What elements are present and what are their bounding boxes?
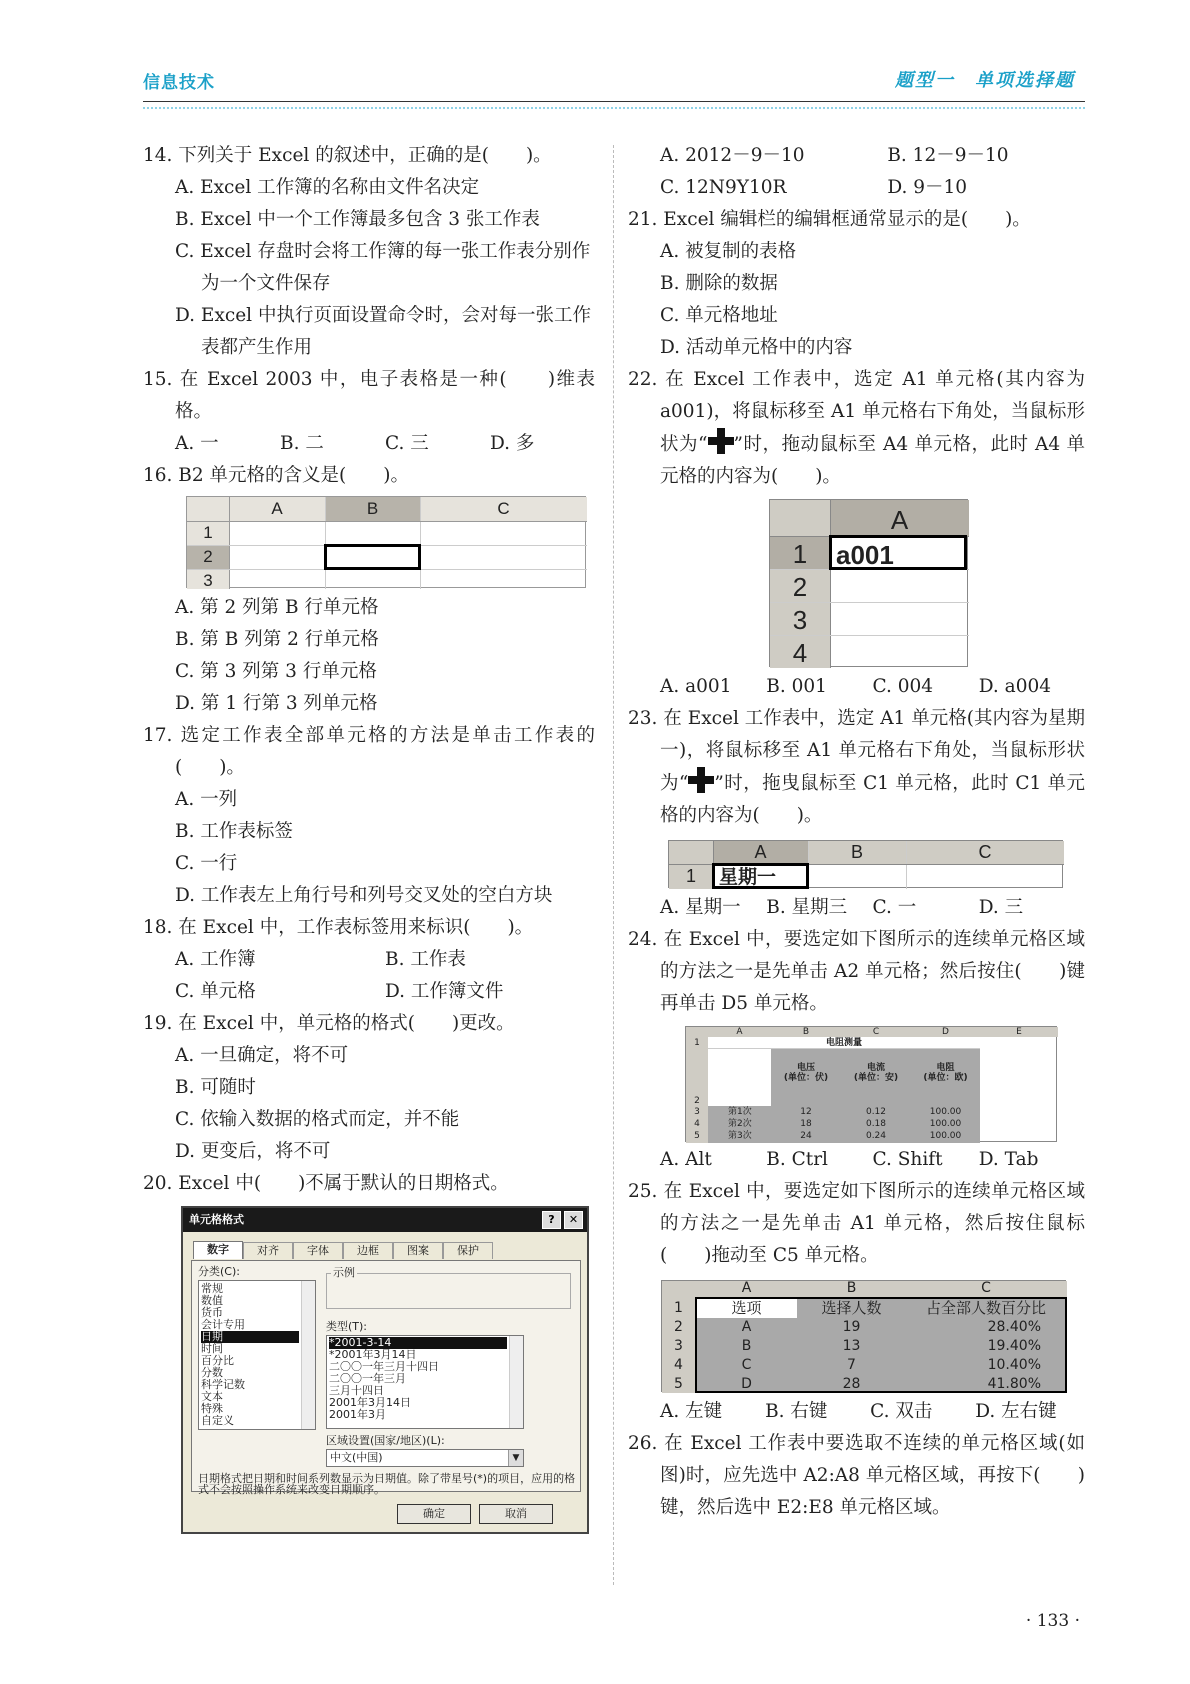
- cell: C: [741, 1357, 752, 1373]
- q22-stem-part1: 22. 在 Excel 工作表中，选定 A1 单元格(其内容为 a001)，将鼠标移至 A1 单元格右下角处，当鼠标形状为“: [628, 369, 1085, 455]
- q24-data-rows: [708, 1107, 980, 1143]
- q23-figure: [628, 832, 1085, 892]
- category-item-selected[interactable]: 日期: [201, 1331, 299, 1343]
- q26-stem: 26. 在 Excel 工作表中要选取不连续的单元格区域(如图)时，应先选中 A2:A8 单元格区域，再按下( )键，然后选中 E2:E8 单元格区域。: [628, 1433, 1085, 1518]
- q25-stem: 25. 在 Excel 中，要选定如下图所示的连续单元格区域的方法之一是先单击 A1 单元格，然后按住鼠标( )拖动至 C5 单元格。: [628, 1181, 1085, 1266]
- q24-figure: [628, 1020, 1085, 1144]
- q17-option-c: C. 一行: [175, 853, 238, 874]
- cell: 第1次: [728, 1107, 752, 1117]
- q25-figure: [628, 1272, 1085, 1396]
- left-column: [143, 140, 595, 1536]
- type-item[interactable]: 三月十四日: [329, 1384, 384, 1397]
- q17-option-b: B. 工作表标签: [175, 821, 293, 842]
- q21-option-b: B. 删除的数据: [660, 273, 778, 294]
- header-section: 题型一 单项选择题: [895, 70, 1075, 91]
- q24-head-voltage: 电压 (单位：伏): [783, 1063, 829, 1083]
- q21-option-c: C. 单元格地址: [660, 305, 778, 326]
- q14-option-a: A. Excel 工作簿的名称由文件名决定: [175, 177, 480, 198]
- q19-option-a: A. 一旦确定，将不可: [175, 1045, 349, 1066]
- cell: 7: [847, 1357, 856, 1373]
- q16-option-d: D. 第 1 行第 3 列单元格: [175, 693, 378, 714]
- cell: B: [741, 1338, 752, 1354]
- q20-option-d: D. 9－10: [887, 177, 968, 198]
- table-row: [695, 1356, 1067, 1375]
- q14-option-c: C. Excel 存盘时会将工作簿的每一张工作表分别作为一个文件保存: [175, 241, 591, 294]
- q19-option-b: B. 可随时: [175, 1077, 256, 1098]
- q23-col-b: B: [850, 842, 863, 862]
- q15-stem: 15. 在 Excel 2003 中，电子表格是一种( )维表格。: [143, 369, 595, 422]
- q16-option-c: C. 第 3 列第 3 行单元格: [175, 661, 377, 682]
- q21-option-d: D. 活动单元格中的内容: [660, 337, 853, 358]
- category-item[interactable]: 数值: [201, 1294, 223, 1307]
- q15-option-b: B. 二: [280, 433, 324, 454]
- q23-stem: [628, 703, 1085, 832]
- category-list[interactable]: [198, 1280, 316, 1430]
- q16-col-a: A: [271, 499, 283, 518]
- q25-col-a: A: [741, 1280, 752, 1296]
- page-number: · 133 ·: [1025, 1611, 1080, 1631]
- table-row: [695, 1375, 1067, 1394]
- q23-col-a: A: [754, 842, 767, 862]
- header-dotted-rule: [143, 107, 1085, 109]
- cell: 24: [800, 1131, 812, 1141]
- q25-col-b: B: [846, 1280, 857, 1296]
- type-scrollbar[interactable]: [509, 1336, 523, 1428]
- q16-figure: [143, 492, 595, 592]
- category-item[interactable]: 特殊: [201, 1402, 223, 1415]
- category-item[interactable]: 常规: [201, 1282, 223, 1295]
- header-subject: 信息技术: [143, 73, 215, 93]
- table-row: [708, 1119, 980, 1131]
- q16-col-b: B: [366, 499, 379, 518]
- cell: 0.24: [865, 1131, 887, 1141]
- category-item[interactable]: 百分比: [201, 1354, 234, 1367]
- dialog-tabs: [193, 1241, 493, 1259]
- category-item[interactable]: 会计专用: [201, 1318, 245, 1331]
- q23-option-d: D. 三: [978, 897, 1024, 918]
- locale-select[interactable]: [326, 1449, 524, 1467]
- q18-stem: 18. 在 Excel 中，工作表标签用来标识( )。: [143, 917, 534, 938]
- q14-option-d: D. Excel 中执行页面设置命令时，会对每一张工作表都产生作用: [175, 305, 591, 358]
- cell: 选择人数: [821, 1299, 882, 1317]
- tab-panel: [191, 1260, 581, 1496]
- tab-protection[interactable]: 保护: [443, 1242, 493, 1259]
- crosshair-plus-icon: [708, 428, 734, 454]
- q25-col-c: C: [981, 1280, 991, 1296]
- q24-option-d: D. Tab: [978, 1149, 1039, 1170]
- q24-option-c: C. Shift: [872, 1149, 943, 1170]
- tab-alignment[interactable]: 对齐: [243, 1242, 293, 1259]
- q22-stem-part2: ”时，拖动鼠标至 A4 单元格，此时 A4 单元格的内容为( )。: [660, 434, 1085, 487]
- q16-active-cell: [324, 544, 421, 570]
- q20-option-c: C. 12N9Y10R: [660, 177, 787, 198]
- q23-col-c: C: [978, 842, 992, 862]
- q22-figure: [628, 493, 1085, 671]
- q25-data-rows: [695, 1299, 1067, 1394]
- q15-option-d: D. 多: [490, 433, 535, 454]
- q15-option-a: A. 一: [175, 433, 219, 454]
- q24-col-a: A: [736, 1027, 743, 1037]
- q16-option-b: B. 第 B 列第 2 行单元格: [175, 629, 379, 650]
- cell: 28.40%: [987, 1319, 1041, 1335]
- category-item[interactable]: 自定义: [201, 1414, 234, 1427]
- q18-option-a: A. 工作簿: [175, 949, 256, 970]
- q25-option-a: A. 左键: [660, 1401, 723, 1422]
- locale-label: 区域设置(国家/地区)(L):: [326, 1434, 445, 1447]
- type-item[interactable]: 二〇〇一年三月: [329, 1372, 406, 1385]
- q22-options: [628, 671, 1085, 703]
- q14-option-b: B. Excel 中一个工作簿最多包含 3 张工作表: [175, 209, 540, 230]
- q24-row-num: 5: [694, 1131, 700, 1141]
- q21-option-a: A. 被复制的表格: [660, 241, 797, 262]
- q19-option-c: C. 依输入数据的格式而定，并不能: [175, 1109, 460, 1130]
- type-list[interactable]: [326, 1335, 524, 1429]
- q20-option-b: B. 12－9－10: [887, 145, 1009, 166]
- q24-row-num: 1: [694, 1038, 700, 1048]
- locale-value: 中文(中国): [330, 1451, 383, 1464]
- date-format-description: 日期格式把日期和时间系列数显示为日期值。除了带星号(*)的项目，应用的格式不会按照操作系统来改变日期顺序。: [198, 1472, 576, 1496]
- q15-option-c: C. 三: [385, 433, 429, 454]
- help-icon[interactable]: ?: [542, 1211, 561, 1229]
- q24-col-e: E: [1016, 1027, 1022, 1037]
- q16-row-2: 2: [203, 547, 213, 566]
- q25-row-num: 4: [674, 1357, 683, 1373]
- q22-row-3: 3: [792, 605, 808, 635]
- q25-option-d: D. 左右键: [975, 1401, 1057, 1422]
- close-icon[interactable]: ✕: [564, 1211, 583, 1229]
- q16-row-3: 3: [203, 571, 213, 590]
- q14-stem: 14. 下列关于 Excel 的叙述中，正确的是( )。: [143, 145, 552, 166]
- q18-option-d: D. 工作簿文件: [385, 981, 504, 1002]
- q24-head-resistance: 电阻 (单位：欧): [923, 1063, 968, 1083]
- q23-options: [628, 892, 1085, 924]
- q18-option-c: C. 单元格: [175, 981, 256, 1002]
- type-item[interactable]: 2001年3月: [329, 1408, 386, 1421]
- q22-option-c: C. 004: [872, 676, 934, 697]
- q23-option-a: A. 星期一: [660, 897, 741, 918]
- q23-row-1: 1: [685, 866, 696, 886]
- ok-button[interactable]: 确定: [397, 1504, 471, 1524]
- tab-border[interactable]: 边框: [343, 1242, 393, 1259]
- q24-col-b: B: [802, 1027, 810, 1037]
- cell: 0.12: [865, 1107, 887, 1117]
- q25-option-b: B. 右键: [765, 1401, 828, 1422]
- q24-row-num: 3: [694, 1107, 700, 1117]
- q25-row-num: 5: [674, 1376, 683, 1392]
- crosshair-plus-icon: [688, 767, 714, 793]
- cell: A: [741, 1319, 752, 1335]
- table-row: [708, 1107, 980, 1119]
- type-label: 类型(T):: [326, 1320, 368, 1333]
- q24-row-num: 2: [694, 1096, 700, 1106]
- q20-stem: 20. Excel 中( )不属于默认的日期格式。: [143, 1173, 509, 1194]
- q22-option-d: D. a004: [978, 676, 1052, 697]
- q23-option-c: C. 一: [872, 897, 917, 918]
- q23-active-cell: 星期一: [712, 863, 809, 889]
- q25-row-num: 3: [674, 1338, 683, 1354]
- cell: 第2次: [728, 1119, 752, 1129]
- q22-row-2: 2: [792, 572, 808, 602]
- q16-col-c: C: [497, 499, 510, 518]
- cell: 100.00: [929, 1131, 962, 1141]
- tab-font[interactable]: 字体: [293, 1242, 343, 1259]
- q25-row-num: 2: [674, 1319, 683, 1335]
- q19-option-d: D. 更变后，将不可: [175, 1141, 331, 1162]
- sample-group: [326, 1266, 571, 1309]
- q25-row-num: 1: [674, 1300, 683, 1316]
- q22-row-1: 1: [792, 539, 808, 569]
- q22-col-a: A: [890, 505, 909, 535]
- header-rule: [143, 101, 1085, 102]
- cell: D: [741, 1376, 752, 1392]
- cell: 0.18: [865, 1119, 887, 1129]
- q24-option-b: B. Ctrl: [766, 1149, 828, 1170]
- q25-options: [628, 1396, 1085, 1428]
- q24-col-c: C: [872, 1027, 880, 1037]
- category-item[interactable]: 分数: [201, 1366, 223, 1379]
- q23-option-b: B. 星期三: [766, 897, 848, 918]
- cancel-button[interactable]: 取消: [479, 1504, 553, 1524]
- cell: 选项: [731, 1299, 762, 1317]
- q23-stem-part2: ”时，拖曳鼠标至 C1 单元格，此时 C1 单元格的内容为( )。: [660, 773, 1085, 826]
- cell: 19: [842, 1319, 861, 1335]
- category-item[interactable]: 货币: [201, 1306, 223, 1319]
- category-item[interactable]: 文本: [201, 1390, 223, 1403]
- format-cells-dialog: [181, 1206, 589, 1534]
- right-column: [628, 140, 1085, 1524]
- type-item[interactable]: 2001年3月14日: [329, 1396, 411, 1409]
- cell: 13: [842, 1338, 861, 1354]
- cell: 28: [842, 1376, 861, 1392]
- q20-dialog-figure: [143, 1200, 595, 1536]
- q20-option-a: A. 2012－9－10: [660, 145, 805, 166]
- cell: 100.00: [929, 1119, 962, 1129]
- type-item[interactable]: 二〇〇一年三月十四日: [329, 1360, 439, 1373]
- q18-option-b: B. 工作表: [385, 949, 466, 970]
- q16-option-a: A. 第 2 列第 B 行单元格: [175, 597, 379, 618]
- table-row: [695, 1299, 1067, 1318]
- q24-col-d: D: [942, 1027, 949, 1037]
- q22-option-a: A. a001: [660, 676, 732, 697]
- cell: 12: [800, 1107, 812, 1117]
- q24-options: [628, 1144, 1085, 1176]
- q18-options-row2: [143, 976, 595, 1008]
- category-item[interactable]: 时间: [201, 1342, 223, 1355]
- type-item[interactable]: *2001年3月14日: [329, 1348, 417, 1361]
- category-scrollbar[interactable]: [301, 1281, 315, 1429]
- category-label: 分类(C):: [198, 1265, 240, 1278]
- q21-stem: 21. Excel 编辑栏的编辑框通常显示的是( )。: [628, 209, 1031, 230]
- q15-options: [143, 428, 595, 460]
- chevron-down-icon[interactable]: ▼: [508, 1450, 523, 1466]
- q24-row-num: 4: [694, 1119, 700, 1129]
- q18-options-row1: [143, 944, 595, 976]
- cell: 18: [800, 1119, 812, 1129]
- category-item[interactable]: 科学记数: [201, 1378, 245, 1391]
- cell: 19.40%: [987, 1338, 1041, 1354]
- q17-stem: 17. 选定工作表全部单元格的方法是单击工作表的( )。: [143, 725, 595, 778]
- table-row: [708, 1131, 980, 1143]
- q20-options-row2: [628, 172, 1085, 204]
- tab-number[interactable]: 数字: [193, 1241, 243, 1259]
- dialog-title: 单元格格式: [183, 1208, 587, 1232]
- q24-table-title: 电阻测量: [825, 1038, 862, 1048]
- q16-row-1: 1: [203, 523, 213, 542]
- cell: 10.40%: [987, 1357, 1041, 1373]
- q22-active-cell: a001: [829, 535, 967, 570]
- q22-row-4: 4: [792, 638, 808, 668]
- q25-option-c: C. 双击: [870, 1401, 933, 1422]
- q22-stem: [628, 364, 1085, 493]
- q23-stem-part1: 23. 在 Excel 工作表中，选定 A1 单元格(其内容为星期一)，将鼠标移至 A1 单元格右下角处，当鼠标形状为“: [628, 708, 1085, 794]
- cell: 41.80%: [987, 1376, 1041, 1392]
- table-row: [695, 1337, 1067, 1356]
- sample-label: 示例: [333, 1266, 355, 1279]
- q24-stem: 24. 在 Excel 中，要选定如下图所示的连续单元格区域的方法之一是先单击 A2 单元格；然后按住( )键再单击 D5 单元格。: [628, 929, 1085, 1014]
- tab-pattern[interactable]: 图案: [393, 1242, 443, 1259]
- q16-stem: 16. B2 单元格的含义是( )。: [143, 465, 409, 486]
- table-row: [695, 1318, 1067, 1337]
- q24-option-a: A. Alt: [660, 1149, 712, 1170]
- q22-option-b: B. 001: [766, 676, 827, 697]
- q17-option-d: D. 工作表左上角行号和列号交叉处的空白方块: [175, 885, 553, 906]
- q24-head-current: 电流 (单位：安): [853, 1063, 899, 1083]
- cell: 占全部人数百分比: [925, 1299, 1046, 1317]
- cell: 100.00: [929, 1107, 962, 1117]
- q17-option-a: A. 一列: [175, 789, 238, 810]
- q20-options-row1: [628, 140, 1085, 172]
- q19-stem: 19. 在 Excel 中，单元格的格式( )更改。: [143, 1013, 515, 1034]
- column-divider: [613, 145, 614, 1585]
- cell: 第3次: [728, 1131, 752, 1141]
- type-item-selected[interactable]: *2001-3-14: [329, 1337, 507, 1349]
